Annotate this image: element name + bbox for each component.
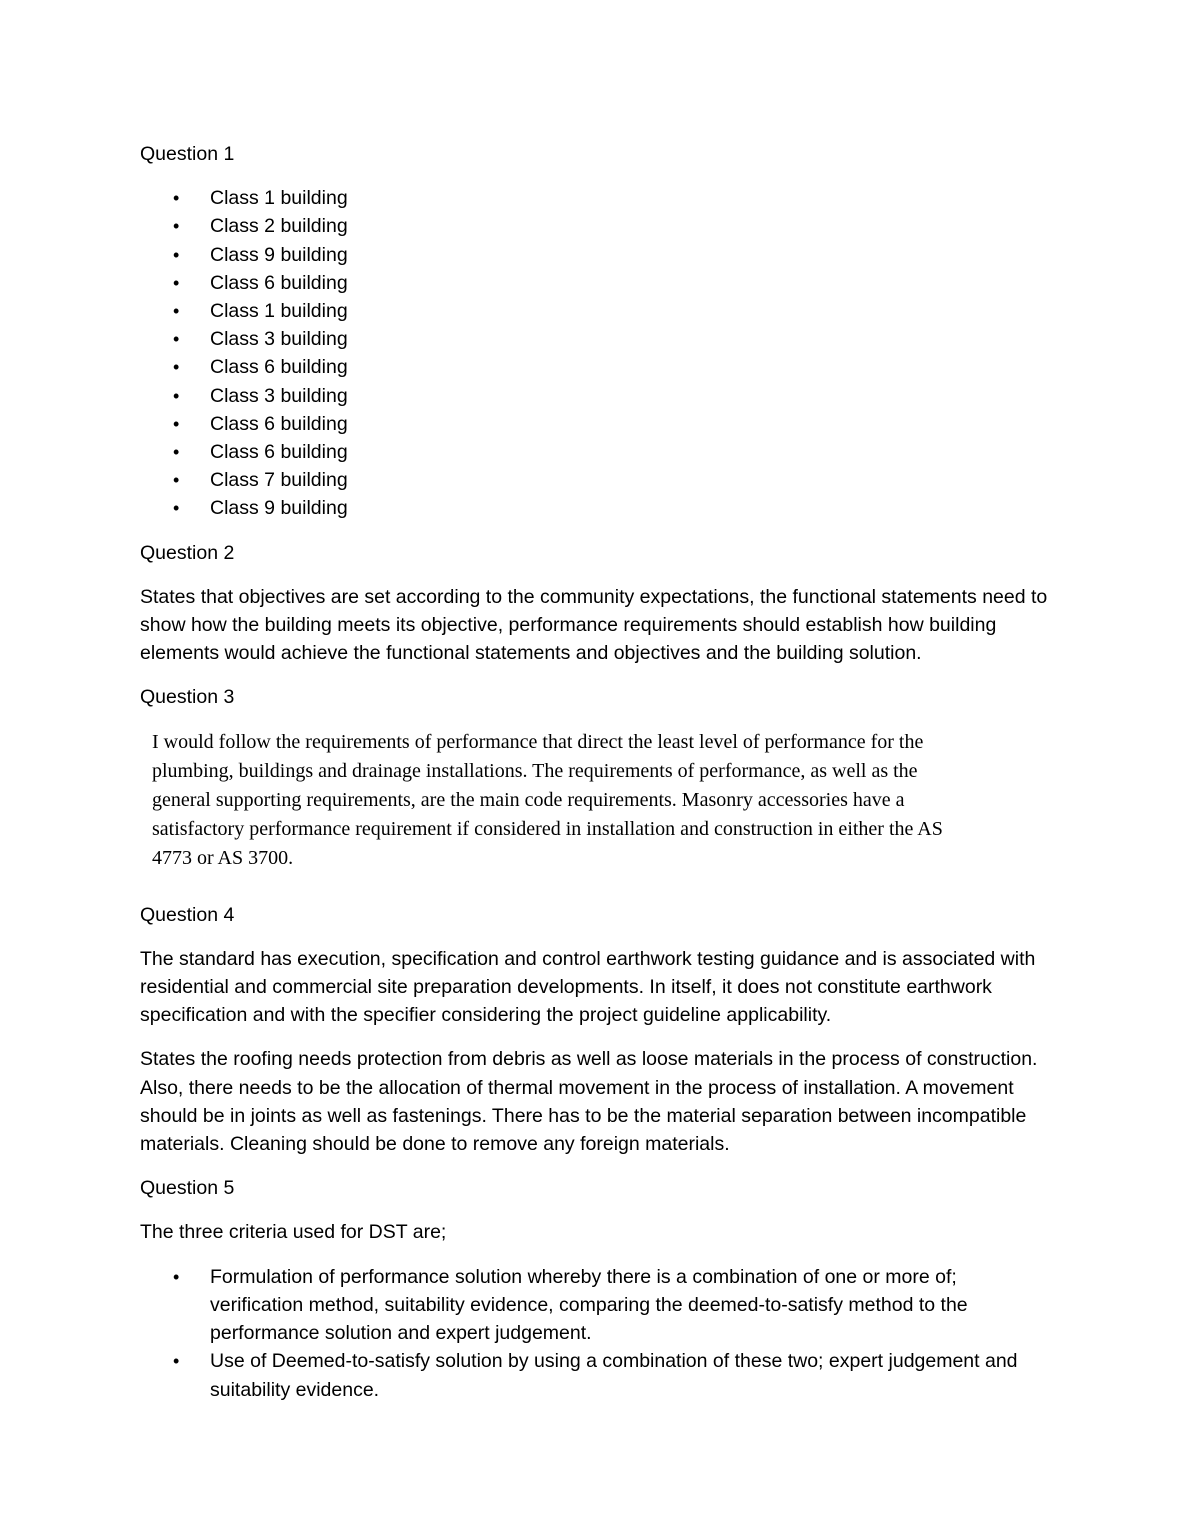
list-item <box>140 494 1050 522</box>
bullet-icon: • <box>173 272 180 293</box>
question-3-answer: I would follow the requirements of performance that direct the least level of performance for the plumbing, buildings and drainage installations. The requirements of performance, as well as the general supporting requirements, are the main code requirements. Masonry accessories have a satisfactory performance requirement if considered in installation and construction in either the AS 4773 or AS 3700. <box>152 730 943 869</box>
list-item-text: Class 2 building <box>210 215 348 238</box>
list-item-text: Formulation of performance solution whereby there is a combination of one or more of; verification method, suitability evidence, comparing the deemed-to-satisfy method to the performance solution and expert judgement. <box>210 1265 968 1345</box>
question-5-intro: The three criteria used for DST are; <box>140 1221 447 1244</box>
list-item-text: Class 6 building <box>210 356 348 379</box>
bullet-icon: • <box>173 498 180 519</box>
list-item-text: Use of Deemed-to-satisfy solution by using a combination of these two; expert judgement and suitability evidence. <box>210 1350 1018 1401</box>
list-item <box>140 382 1050 410</box>
list-item <box>140 269 1050 297</box>
bullet-icon: • <box>173 244 180 265</box>
list-item-text: Class 9 building <box>210 497 348 520</box>
question-1-heading: Question 1 <box>140 143 235 165</box>
list-item <box>140 466 1050 494</box>
bullet-icon: • <box>173 1351 180 1372</box>
question-5-list <box>140 1263 1050 1404</box>
list-item <box>140 1347 1050 1403</box>
list-item-text: Class 9 building <box>210 243 348 266</box>
question-3-heading: Question 3 <box>140 686 235 709</box>
list-item <box>140 353 1050 381</box>
question-4-answer-paragraph-2: States the roofing needs protection from debris as well as loose materials in the process of construction. Also, there needs to be the allocation of thermal movement in the process of installation. A movement should be in joints as well as fastenings. There has to be the material separation between incompatible materials. Cleaning should be done to remove any foreign materials. <box>140 1048 1038 1156</box>
bullet-icon: • <box>173 413 180 434</box>
bullet-icon: • <box>173 357 180 378</box>
list-item-text: Class 1 building <box>210 300 348 323</box>
list-item <box>140 438 1050 466</box>
list-item <box>140 410 1050 438</box>
question-1-list <box>140 184 1050 522</box>
list-item <box>140 1263 1050 1348</box>
bullet-icon: • <box>173 329 180 350</box>
list-item <box>140 241 1050 269</box>
list-item-text: Class 1 building <box>210 187 348 210</box>
list-item <box>140 297 1050 325</box>
list-item-text: Class 3 building <box>210 384 348 407</box>
question-2-heading: Question 2 <box>140 541 235 564</box>
list-item <box>140 184 1050 212</box>
list-item-text: Class 6 building <box>210 412 348 435</box>
bullet-icon: • <box>173 301 180 322</box>
bullet-icon: • <box>173 470 180 491</box>
bullet-icon: • <box>173 188 180 209</box>
question-4-heading: Question 4 <box>140 903 235 926</box>
question-5-heading: Question 5 <box>140 1177 235 1200</box>
list-item-text: Class 3 building <box>210 328 348 351</box>
list-item <box>140 212 1050 240</box>
bullet-icon: • <box>173 385 180 406</box>
bullet-icon: • <box>173 442 180 463</box>
list-item-text: Class 6 building <box>210 271 348 294</box>
bullet-icon: • <box>173 216 180 237</box>
document-page <box>140 140 1050 1420</box>
list-item-text: Class 7 building <box>210 469 348 492</box>
list-item-text: Class 6 building <box>210 441 348 464</box>
bullet-icon: • <box>173 1266 180 1287</box>
question-2-answer: States that objectives are set according to the community expectations, the functional statements need to show how the building meets its objective, performance requirements should establish how building elements would achieve the functional statements and objectives and the building solution. <box>140 585 1048 665</box>
list-item <box>140 325 1050 353</box>
question-4-answer-paragraph-1: The standard has execution, specification and control earthwork testing guidance and is associated with residential and commercial site preparation developments. In itself, it does not constitute earthwork specification and with the specifier considering the project guideline applicability. <box>140 947 1036 1027</box>
